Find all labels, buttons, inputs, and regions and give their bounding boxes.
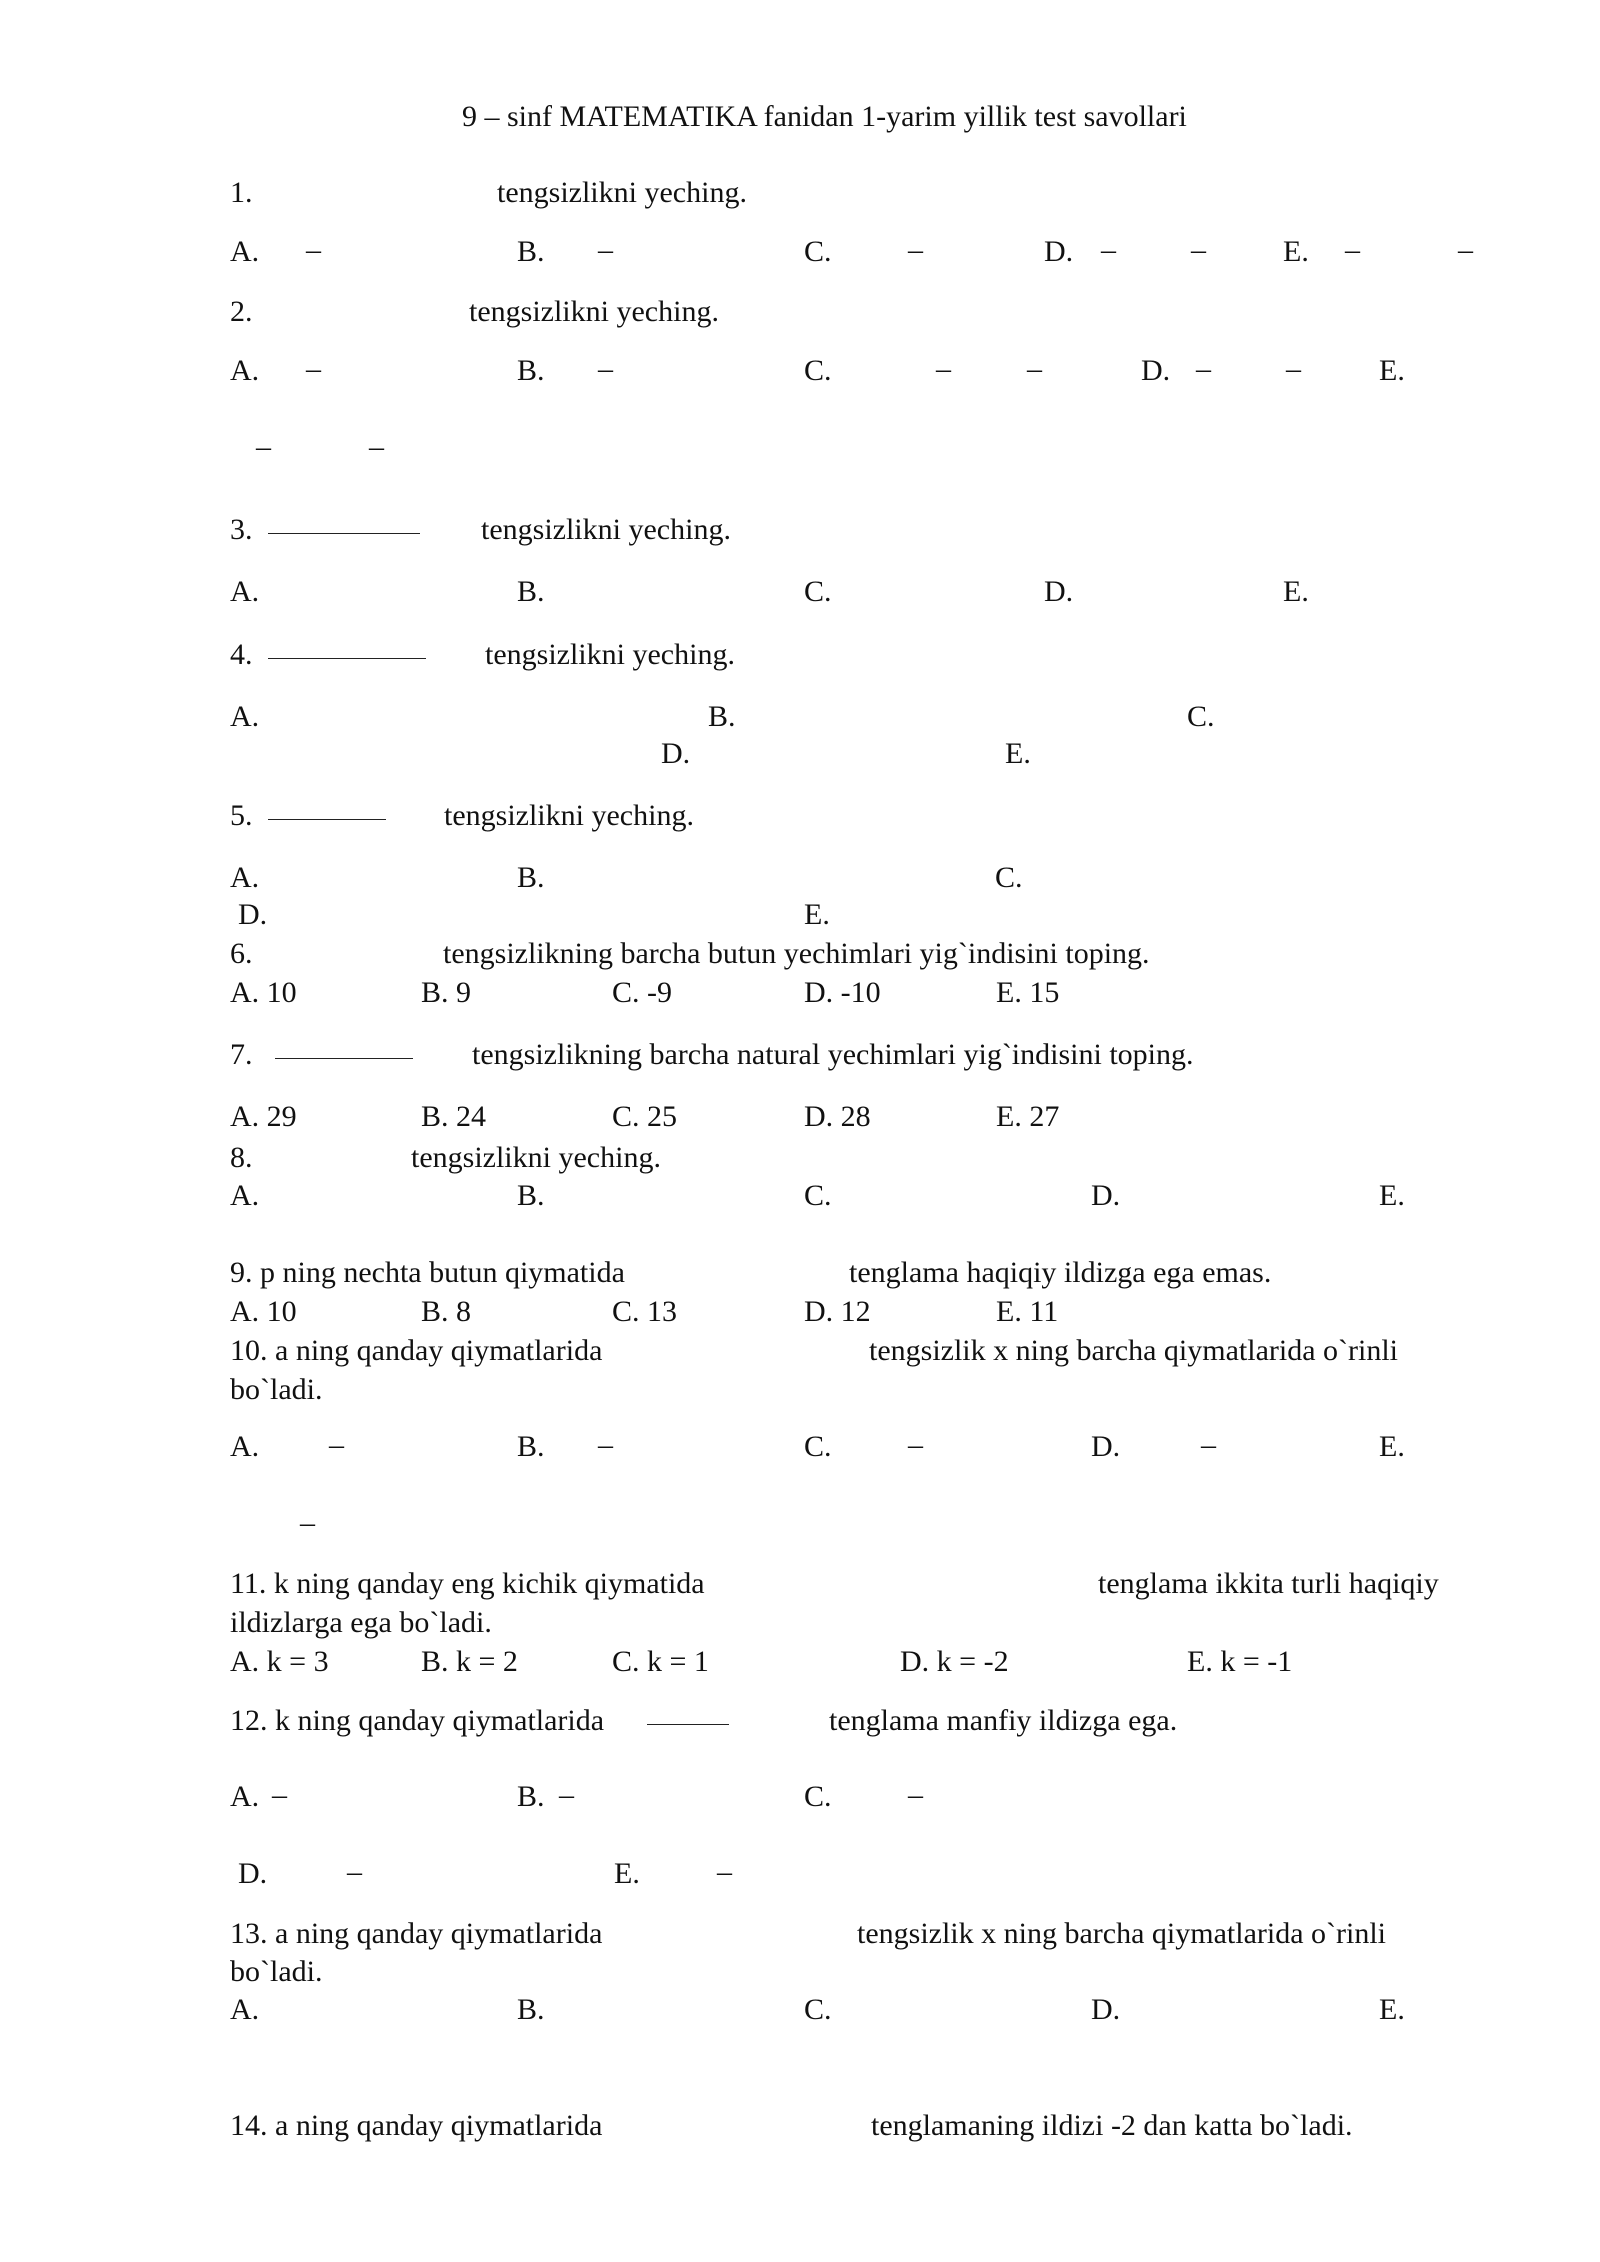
minus-sign: – bbox=[1101, 233, 1116, 266]
fraction-bar bbox=[268, 819, 386, 820]
q9-text-end: tenglama haqiqiy ildizga ega emas. bbox=[849, 1256, 1272, 1289]
minus-sign: – bbox=[598, 352, 613, 385]
minus-sign: – bbox=[256, 430, 271, 463]
q3-text: tengsizlikni yeching. bbox=[481, 513, 731, 546]
q8-option-a: A. bbox=[230, 1179, 260, 1212]
q10-option-d: D. bbox=[1091, 1430, 1121, 1463]
q2-option-c: C. bbox=[804, 354, 832, 387]
q1-option-d: D. bbox=[1044, 235, 1074, 268]
q10-text-wrap: bo`ladi. bbox=[230, 1373, 323, 1406]
q14-text-start: 14. a ning qanday qiymatlarida bbox=[230, 2109, 603, 2142]
fraction-bar bbox=[647, 1724, 729, 1725]
q8-number: 8. bbox=[230, 1141, 253, 1174]
q5-option-d: D. bbox=[238, 898, 268, 931]
q9-text-start: 9. p ning nechta butun qiymatida bbox=[230, 1256, 625, 1289]
q8-option-b: B. bbox=[517, 1179, 545, 1212]
q1-text: tengsizlikni yeching. bbox=[497, 176, 747, 209]
q5-option-a: A. bbox=[230, 861, 260, 894]
minus-sign: – bbox=[598, 233, 613, 266]
minus-sign: – bbox=[306, 352, 321, 385]
minus-sign: – bbox=[306, 233, 321, 266]
minus-sign: – bbox=[1027, 352, 1042, 385]
minus-sign: – bbox=[1286, 352, 1301, 385]
q7-number: 7. bbox=[230, 1038, 253, 1071]
q10-text-start: 10. a ning qanday qiymatlarida bbox=[230, 1334, 603, 1367]
q2-text: tengsizlikni yeching. bbox=[469, 295, 719, 328]
minus-sign: – bbox=[1196, 352, 1211, 385]
q12-option-c: C. bbox=[804, 1780, 832, 1813]
q13-text-start: 13. a ning qanday qiymatlarida bbox=[230, 1917, 603, 1950]
q2-option-b: B. bbox=[517, 354, 545, 387]
q2-number: 2. bbox=[230, 295, 253, 328]
q6-number: 6. bbox=[230, 937, 253, 970]
q7-option-a: A. 29 bbox=[230, 1100, 297, 1133]
q10-option-c: C. bbox=[804, 1430, 832, 1463]
q9-option-e: E. 11 bbox=[996, 1295, 1059, 1328]
q10-text-end: tengsizlik x ning barcha qiymatlarida o`rinli bbox=[869, 1334, 1399, 1367]
minus-sign: – bbox=[272, 1778, 287, 1811]
minus-sign: – bbox=[347, 1855, 362, 1888]
minus-sign: – bbox=[1458, 233, 1473, 266]
minus-sign: – bbox=[936, 352, 951, 385]
q13-text-end: tengsizlik x ning barcha qiymatlarida o`rinli bbox=[857, 1917, 1387, 1950]
q10-option-a: A. bbox=[230, 1430, 260, 1463]
q2-option-d: D. bbox=[1141, 354, 1171, 387]
q6-option-d: D. -10 bbox=[804, 976, 881, 1009]
q1-option-e: E. bbox=[1283, 235, 1309, 268]
q11-option-e: E. k = -1 bbox=[1187, 1645, 1293, 1678]
q4-text: tengsizlikni yeching. bbox=[485, 638, 735, 671]
q13-option-a: A. bbox=[230, 1993, 260, 2026]
q1-number: 1. bbox=[230, 176, 253, 209]
q11-option-b: B. k = 2 bbox=[421, 1645, 518, 1678]
q14-text-end: tenglamaning ildizi -2 dan katta bo`ladi. bbox=[871, 2109, 1353, 2142]
q6-option-a: A. 10 bbox=[230, 976, 297, 1009]
q12-text-start: 12. k ning qanday qiymatlarida bbox=[230, 1704, 605, 1737]
q7-option-c: C. 25 bbox=[612, 1100, 678, 1133]
q12-option-e: E. bbox=[614, 1857, 640, 1890]
q7-option-b: B. 24 bbox=[421, 1100, 487, 1133]
q11-option-d: D. k = -2 bbox=[900, 1645, 1009, 1678]
minus-sign: – bbox=[329, 1428, 344, 1461]
q8-option-e: E. bbox=[1379, 1179, 1405, 1212]
q3-option-d: D. bbox=[1044, 575, 1074, 608]
q13-text-wrap: bo`ladi. bbox=[230, 1955, 323, 1988]
q5-option-e: E. bbox=[804, 898, 830, 931]
q3-option-b: B. bbox=[517, 575, 545, 608]
q13-option-b: B. bbox=[517, 1993, 545, 2026]
minus-sign: – bbox=[1191, 233, 1206, 266]
fraction-bar bbox=[268, 533, 420, 534]
fraction-bar bbox=[268, 658, 426, 659]
q7-option-e: E. 27 bbox=[996, 1100, 1060, 1133]
q10-option-b: B. bbox=[517, 1430, 545, 1463]
q8-option-c: C. bbox=[804, 1179, 832, 1212]
minus-sign: – bbox=[717, 1855, 732, 1888]
q3-option-a: A. bbox=[230, 575, 260, 608]
q4-option-d: D. bbox=[661, 737, 691, 770]
q4-option-e: E. bbox=[1005, 737, 1031, 770]
minus-sign: – bbox=[908, 233, 923, 266]
q4-option-c: C. bbox=[1187, 700, 1215, 733]
q3-option-e: E. bbox=[1283, 575, 1309, 608]
q7-option-d: D. 28 bbox=[804, 1100, 871, 1133]
minus-sign: – bbox=[1345, 233, 1360, 266]
minus-sign: – bbox=[908, 1428, 923, 1461]
q4-option-b: B. bbox=[708, 700, 736, 733]
q4-number: 4. bbox=[230, 638, 253, 671]
q10-option-e: E. bbox=[1379, 1430, 1405, 1463]
minus-sign: – bbox=[908, 1778, 923, 1811]
fraction-bar bbox=[275, 1058, 413, 1059]
q9-option-c: C. 13 bbox=[612, 1295, 678, 1328]
q9-option-a: A. 10 bbox=[230, 1295, 297, 1328]
minus-sign: – bbox=[369, 430, 384, 463]
q6-option-e: E. 15 bbox=[996, 976, 1060, 1009]
q5-text: tengsizlikni yeching. bbox=[444, 799, 694, 832]
q12-option-d: D. bbox=[238, 1857, 268, 1890]
q1-option-b: B. bbox=[517, 235, 545, 268]
q3-number: 3. bbox=[230, 513, 253, 546]
q4-option-a: A. bbox=[230, 700, 260, 733]
minus-sign: – bbox=[300, 1506, 315, 1539]
q12-text-end: tenglama manfiy ildizga ega. bbox=[829, 1704, 1178, 1737]
page-title: 9 – sinf MATEMATIKA fanidan 1-yarim yillik test savollari bbox=[462, 100, 1187, 133]
q9-option-d: D. 12 bbox=[804, 1295, 871, 1328]
q6-option-c: C. -9 bbox=[612, 976, 672, 1009]
minus-sign: – bbox=[559, 1778, 574, 1811]
q5-number: 5. bbox=[230, 799, 253, 832]
q12-option-a: A. bbox=[230, 1780, 260, 1813]
q11-text-end: tenglama ikkita turli haqiqiy bbox=[1098, 1567, 1439, 1600]
q3-option-c: C. bbox=[804, 575, 832, 608]
q13-option-d: D. bbox=[1091, 1993, 1121, 2026]
q13-option-c: C. bbox=[804, 1993, 832, 2026]
q5-option-b: B. bbox=[517, 861, 545, 894]
q1-option-c: C. bbox=[804, 235, 832, 268]
q2-option-a: A. bbox=[230, 354, 260, 387]
minus-sign: – bbox=[1201, 1428, 1216, 1461]
q8-option-d: D. bbox=[1091, 1179, 1121, 1212]
q13-option-e: E. bbox=[1379, 1993, 1405, 2026]
q12-option-b: B. bbox=[517, 1780, 545, 1813]
q8-text: tengsizlikni yeching. bbox=[411, 1141, 661, 1174]
q1-option-a: A. bbox=[230, 235, 260, 268]
q6-text: tengsizlikning barcha butun yechimlari yig`indisini toping. bbox=[443, 937, 1150, 970]
q11-text-wrap: ildizlarga ega bo`ladi. bbox=[230, 1606, 492, 1639]
q11-option-a: A. k = 3 bbox=[230, 1645, 329, 1678]
q7-text: tengsizlikning barcha natural yechimlari yig`indisini toping. bbox=[472, 1038, 1194, 1071]
minus-sign: – bbox=[598, 1428, 613, 1461]
q11-option-c: C. k = 1 bbox=[612, 1645, 709, 1678]
q11-text-start: 11. k ning qanday eng kichik qiymatida bbox=[230, 1567, 705, 1600]
q6-option-b: B. 9 bbox=[421, 976, 472, 1009]
q5-option-c: C. bbox=[995, 861, 1023, 894]
q2-option-e: E. bbox=[1379, 354, 1405, 387]
q9-option-b: B. 8 bbox=[421, 1295, 472, 1328]
